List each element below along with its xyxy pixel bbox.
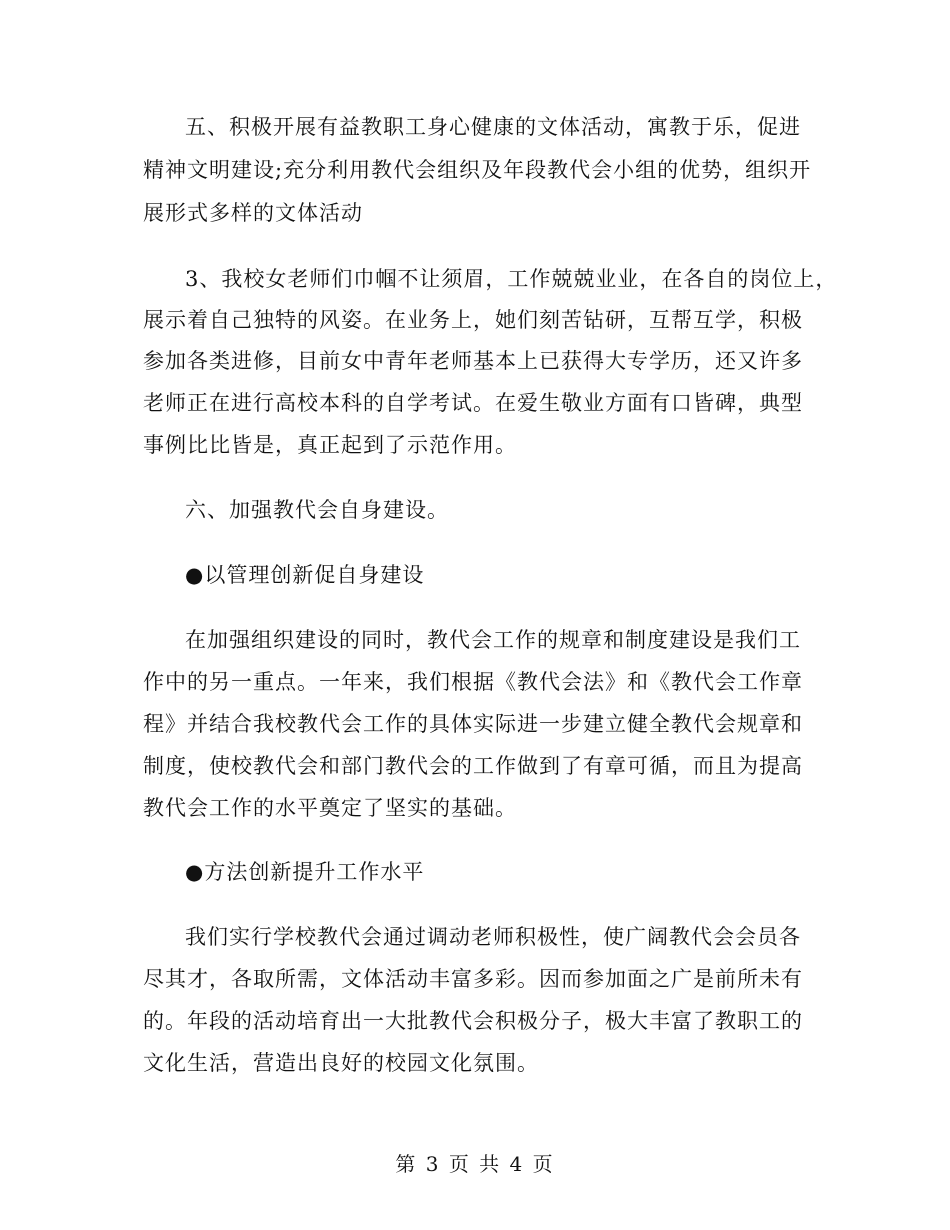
paragraph-organization-line-3: 程》并结合我校教代会工作的具体实际进一步建立健全教代会规章和 [143,712,803,736]
section-six-heading: 六、加强教代会自身建设。 [185,498,449,522]
paragraph-organization-line-5: 教代会工作的水平奠定了坚实的基础。 [143,796,517,820]
paragraph-five-line-1: 五、积极开展有益教职工身心健康的文体活动，寓教于乐，促进 [185,115,801,139]
paragraph-organization-line-1: 在加强组织建设的同时，教代会工作的规章和制度建设是我们工 [185,628,801,652]
paragraph-activities-line-3: 的。年段的活动培育出一大批教代会积极分子，极大丰富了教职工的 [143,1009,803,1033]
paragraph-activities-line-2: 尽其才，各取所需，文体活动丰富多彩。因而参加面之广是前所未有 [143,967,803,991]
paragraph-three-line-5: 事例比比皆是，真正起到了示范作用。 [143,433,517,457]
paragraph-three-line-1: 3、我校女老师们巾帼不让须眉，工作兢兢业业，在各自的岗位上， [185,267,838,291]
paragraph-five-line-2: 精神文明建设;充分利用教代会组织及年段教代会小组的优势，组织开 [143,158,812,182]
paragraph-activities-line-4: 文化生活，营造出良好的校园文化氛围。 [143,1051,539,1075]
paragraph-organization-line-4: 制度，使校教代会和部门教代会的工作做到了有章可循，而且为提高 [143,754,803,778]
paragraph-three-line-4: 老师正在进行高校本科的自学考试。在爱生敬业方面有口皆碑，典型 [143,391,803,415]
paragraph-three-line-2: 展示着自己独特的风姿。在业务上，她们刻苦钻研，互帮互学，积极 [143,308,803,332]
bullet-management-innovation: ●以管理创新促自身建设 [185,563,425,587]
paragraph-activities-line-1: 我们实行学校教代会通过调动老师积极性，使广阔教代会会员各 [185,925,801,949]
paragraph-five-line-3: 展形式多样的文体活动 [143,201,363,225]
paragraph-organization-line-2: 作中的另一重点。一年来，我们根据《教代会法》和《教代会工作章 [143,670,803,694]
bullet-method-innovation: ●方法创新提升工作水平 [185,860,425,884]
page-number-footer: 第 3 页 共 4 页 [395,1152,555,1176]
paragraph-three-line-3: 参加各类进修，目前女中青年老师基本上已获得大专学历，还又许多 [143,349,803,373]
